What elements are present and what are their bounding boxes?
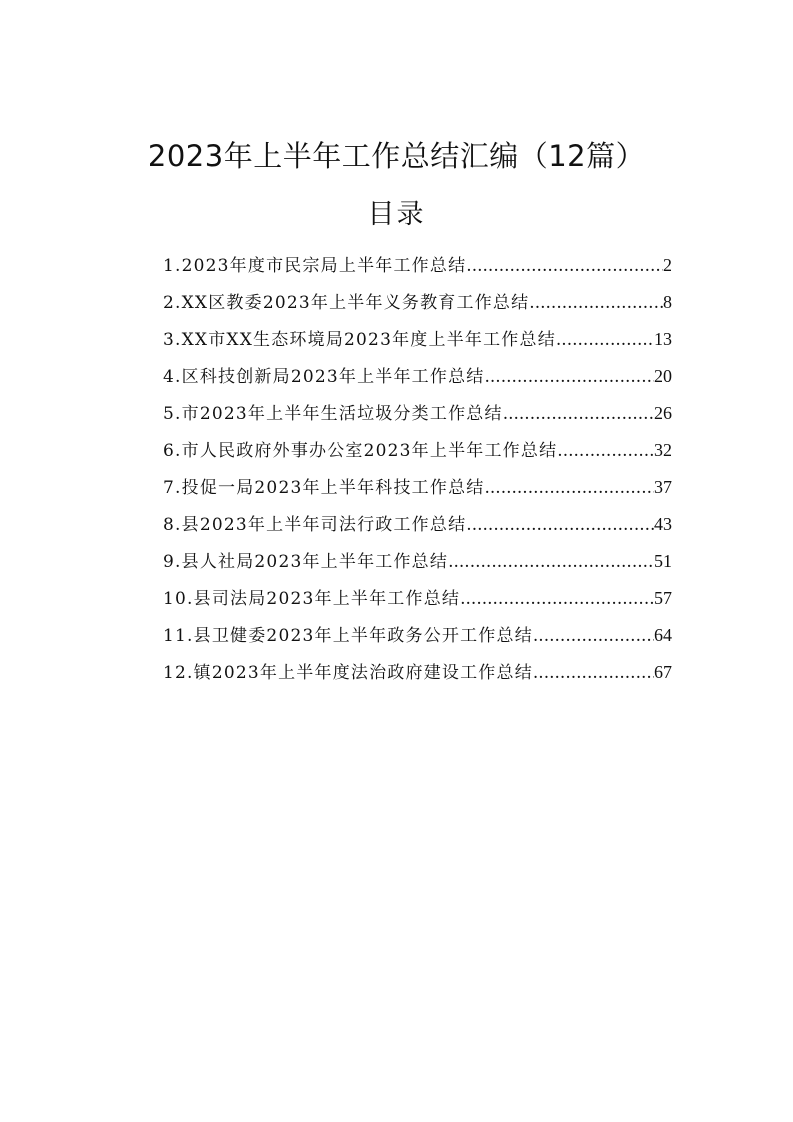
toc-dot-leader — [448, 544, 654, 581]
toc-entry[interactable] — [163, 654, 672, 691]
toc-entry-title: 1.2023年度市民宗局上半年工作总结 — [163, 256, 467, 276]
toc-page-number: 37 — [654, 477, 672, 497]
toc-dot-leader — [460, 581, 654, 618]
toc-dot-leader — [466, 507, 654, 544]
toc-dot-leader — [466, 248, 663, 285]
toc-entry-title: 5.市2023年上半年生活垃圾分类工作总结 — [163, 404, 503, 424]
toc-entry-title: 2.XX区教委2023年上半年义务教育工作总结 — [163, 293, 530, 313]
toc-entry-title: 7.投促一局2023年上半年科技工作总结 — [163, 478, 485, 498]
toc-dot-leader — [556, 322, 654, 359]
toc-dot-leader — [533, 655, 654, 692]
toc-entry-title: 4.区科技创新局2023年上半年工作总结 — [163, 367, 485, 387]
document-title: 2023年上半年工作总结汇编（12篇） — [147, 139, 646, 173]
toc-entry[interactable] — [163, 469, 672, 506]
toc-entry-title: 9.县人社局2023年上半年工作总结 — [163, 552, 449, 572]
table-of-contents — [163, 247, 672, 691]
toc-page-number: 20 — [654, 366, 672, 386]
toc-entry[interactable] — [163, 247, 672, 284]
toc-entry[interactable] — [163, 321, 672, 358]
toc-page-number: 32 — [654, 440, 672, 460]
toc-entry[interactable] — [163, 617, 672, 654]
toc-entry[interactable] — [163, 284, 672, 321]
toc-page-number: 64 — [654, 625, 672, 645]
toc-page-number: 67 — [654, 662, 672, 682]
toc-page-number: 13 — [654, 329, 672, 349]
toc-dot-leader — [557, 433, 654, 470]
toc-page-number: 8 — [663, 292, 672, 312]
toc-dot-leader — [484, 470, 654, 507]
toc-dot-leader — [533, 618, 654, 655]
toc-entry[interactable] — [163, 432, 672, 469]
toc-dot-leader — [484, 359, 654, 396]
toc-dot-leader — [503, 396, 654, 433]
toc-page-number: 43 — [654, 514, 672, 534]
toc-entry-title: 8.县2023年上半年司法行政工作总结 — [163, 515, 467, 535]
toc-entry-title: 12.镇2023年上半年度法治政府建设工作总结 — [163, 663, 533, 683]
toc-page-number: 2 — [663, 255, 672, 275]
toc-heading: 目录 — [367, 199, 426, 230]
toc-page-number: 51 — [654, 551, 672, 571]
toc-entry[interactable] — [163, 506, 672, 543]
toc-page-number: 26 — [654, 403, 672, 423]
toc-entry-title: 6.市人民政府外事办公室2023年上半年工作总结 — [163, 441, 558, 461]
toc-entry[interactable] — [163, 580, 672, 617]
toc-entry[interactable] — [163, 543, 672, 580]
toc-entry-title: 10.县司法局2023年上半年工作总结 — [163, 589, 461, 609]
toc-entry-title: 3.XX市XX生态环境局2023年度上半年工作总结 — [163, 330, 556, 350]
toc-entry[interactable] — [163, 395, 672, 432]
toc-entry[interactable] — [163, 358, 672, 395]
toc-entry-title: 11.县卫健委2023年上半年政务公开工作总结 — [163, 626, 533, 646]
toc-dot-leader — [529, 285, 663, 322]
toc-page-number: 57 — [654, 588, 672, 608]
